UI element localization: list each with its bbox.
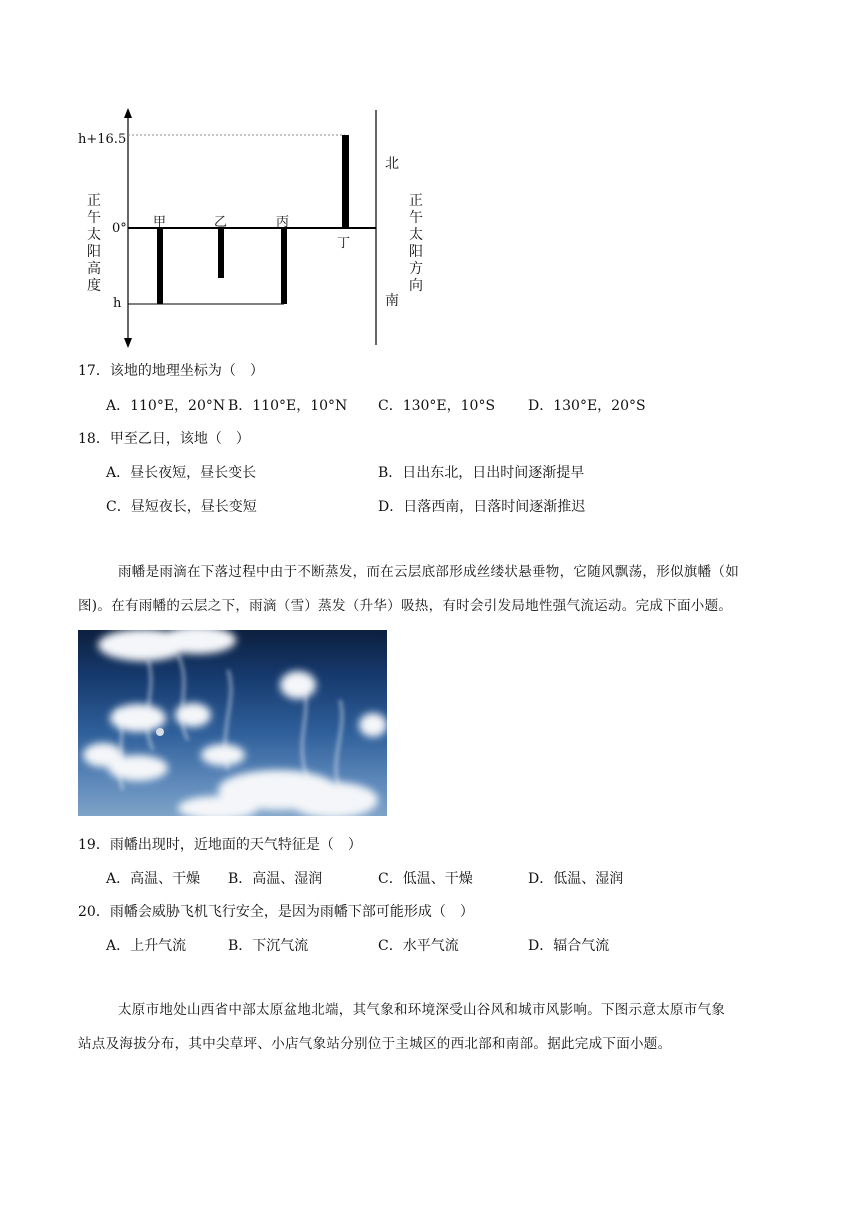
q17-option-a[interactable]: A．110°E，20°N xyxy=(106,398,226,414)
bar-bing xyxy=(281,228,287,304)
q18-option-a[interactable]: A．昼长夜短，昼长变长 xyxy=(106,465,257,481)
q19-option-d[interactable]: D．低温、湿润 xyxy=(528,871,624,887)
bar-yi xyxy=(218,228,224,278)
q18-option-d[interactable]: D．日落西南，日落时间逐渐推迟 xyxy=(378,499,586,515)
diagram-graphics xyxy=(0,0,860,360)
passage-taiyuan-line2: 站点及海拔分布，其中尖草坪、小店气象站分别位于主城区的西北部和南部。据此完成下面小题。 xyxy=(78,1036,672,1052)
north-label: 北 xyxy=(385,156,399,172)
passage-virga xyxy=(78,555,790,623)
passage-taiyuan-line1: 太原市地处山西省中部太原盆地北端，其气象和环境深受山谷风和城市风影响。下图示意太原市气象 xyxy=(118,1002,726,1018)
y-axis-arrow-up xyxy=(124,108,132,118)
bar-label-ding: 丁 xyxy=(337,236,351,251)
question-20-stem: 20．雨幡会威胁飞机飞行安全，是因为雨幡下部可能形成（ ） xyxy=(78,904,474,920)
passage-virga-line2: 图)。在有雨幡的云层之下，雨滴（雪）蒸发（升华）吸热，有时会引发局地性强气流运动。完成下面小题。 xyxy=(78,598,733,614)
q20-option-d[interactable]: D．辐合气流 xyxy=(528,938,610,954)
q19-option-b[interactable]: B．高温、湿润 xyxy=(228,871,323,887)
virga-photo-art xyxy=(78,630,387,816)
bar-label-jia: 甲 xyxy=(153,215,167,230)
y-axis-arrow-down xyxy=(124,338,132,348)
question-17-stem: 17．该地的地理坐标为（ ） xyxy=(78,363,264,379)
moon-icon xyxy=(156,728,164,736)
right-axis-title: 正午太阳方向 xyxy=(409,193,423,294)
question-18-stem: 18．甲至乙日，该地（ ） xyxy=(78,431,250,447)
bar-label-bing: 丙 xyxy=(276,215,290,230)
q18-option-c[interactable]: C．昼短夜长，昼长变短 xyxy=(106,499,257,515)
q17-option-c[interactable]: C．130°E，10°S xyxy=(378,398,496,414)
y-bottom-label: h xyxy=(113,296,122,311)
q20-option-c[interactable]: C．水平气流 xyxy=(378,938,459,954)
south-label: 南 xyxy=(385,293,399,309)
bar-jia xyxy=(157,228,163,304)
passage-virga-line1: 雨幡是雨滴在下落过程中由于不断蒸发，而在云层底部形成丝缕状悬垂物，它随风飘荡，形似旗幡（如 xyxy=(118,564,739,580)
q18-option-b[interactable]: B．日出东北，日出时间逐渐提早 xyxy=(378,465,585,481)
virga-photo xyxy=(78,630,387,816)
bar-label-yi: 乙 xyxy=(214,215,228,230)
passage-taiyuan xyxy=(78,993,790,1061)
q20-option-a[interactable]: A．上升气流 xyxy=(106,938,187,954)
question-19-stem: 19．雨幡出现时，近地面的天气特征是（ ） xyxy=(78,837,362,853)
y-axis-title: 正午太阳高度 xyxy=(87,193,101,294)
bar-ding xyxy=(342,135,349,228)
q17-option-d[interactable]: D．130°E，20°S xyxy=(528,398,646,414)
q17-option-b[interactable]: B．110°E，10°N xyxy=(228,398,348,414)
y-top-label: h+16.5 xyxy=(78,132,127,147)
q19-option-c[interactable]: C．低温、干燥 xyxy=(378,871,473,887)
y-zero-label: 0° xyxy=(112,221,127,236)
q19-option-a[interactable]: A．高温、干燥 xyxy=(106,871,201,887)
q20-option-b[interactable]: B．下沉气流 xyxy=(228,938,309,954)
